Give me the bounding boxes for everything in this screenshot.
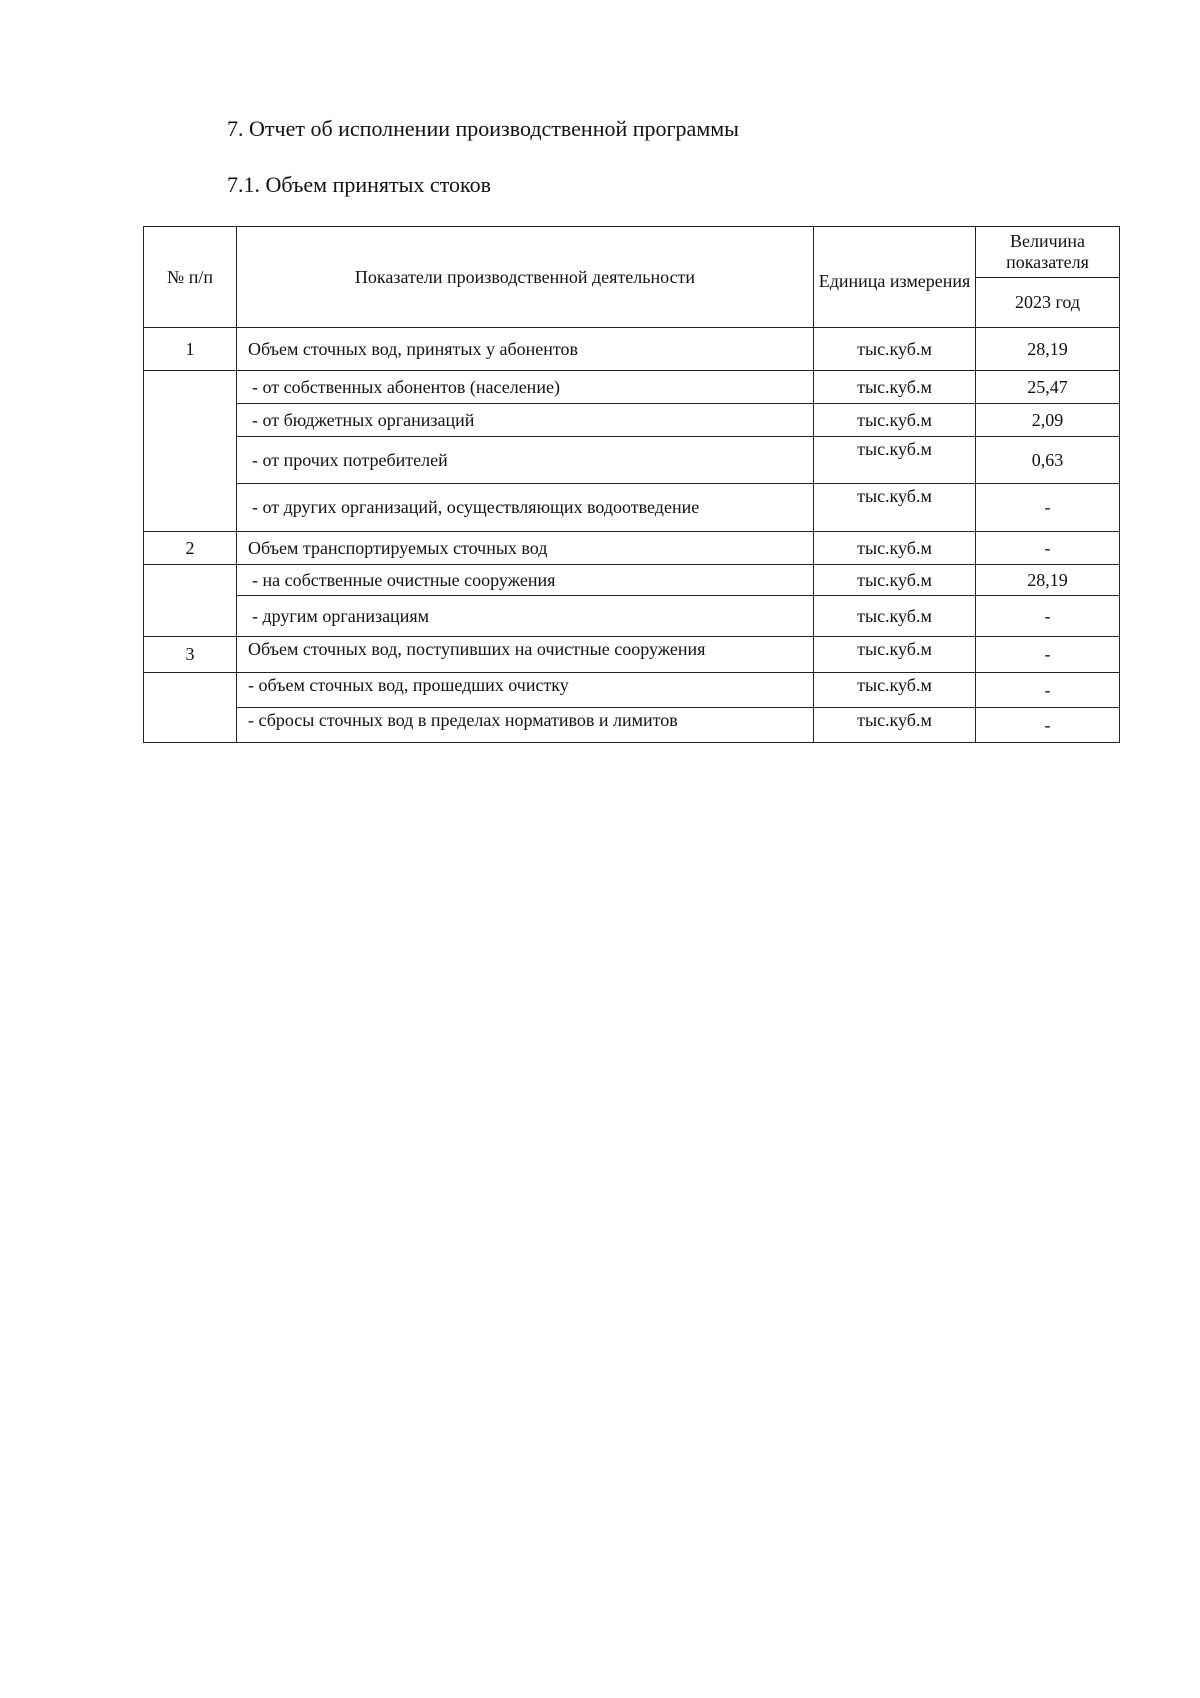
row-unit: тыс.куб.м [814, 637, 976, 673]
row-indicator-text: - на собственные очистные сооружения [252, 569, 556, 590]
row-unit: тыс.куб.м [814, 437, 976, 484]
row-unit: тыс.куб.м [814, 532, 976, 565]
row-unit: тыс.куб.м [814, 484, 976, 532]
row-indicator [237, 565, 814, 596]
row-number [144, 371, 237, 532]
table-row [144, 532, 1120, 565]
row-value: - [976, 532, 1120, 565]
row-indicator-text: - от других организаций, осуществляющих водоотведение [252, 497, 700, 517]
row-indicator-text: - другим организациям [252, 605, 429, 626]
row-value: 0,63 [976, 437, 1120, 484]
row-number: 1 [144, 328, 237, 371]
row-indicator [237, 484, 814, 532]
table-row [144, 371, 1120, 404]
table-row [144, 565, 1120, 596]
section-heading: 7. Отчет об исполнении производственной программы [227, 116, 739, 141]
table-row [144, 637, 1120, 673]
row-indicator-text: Объем сточных вод, поступивших на очистные сооружения [248, 639, 706, 659]
row-indicator-text: - от прочих потребителей [252, 449, 448, 470]
row-unit: тыс.куб.м [814, 708, 976, 743]
header-indicator: Показатели производственной деятельности [237, 227, 814, 328]
row-number [144, 673, 237, 743]
header-value-group: Величина показателя [976, 227, 1120, 278]
row-indicator [237, 532, 814, 565]
row-indicator [237, 708, 814, 743]
row-number [144, 565, 237, 637]
row-value: - [976, 484, 1120, 532]
row-indicator-text: - от собственных абонентов (население) [252, 376, 560, 397]
table-row [144, 328, 1120, 371]
row-value: - [976, 708, 1120, 743]
row-indicator [237, 404, 814, 437]
table-row [144, 673, 1120, 708]
row-value: - [976, 637, 1120, 673]
row-unit: тыс.куб.м [814, 328, 976, 371]
row-unit: тыс.куб.м [814, 371, 976, 404]
table-row [144, 484, 1120, 532]
row-number: 2 [144, 532, 237, 565]
row-indicator-text: Объем транспортируемых сточных вод [248, 537, 548, 558]
row-value: 28,19 [976, 565, 1120, 596]
sewage-volume-table [143, 226, 1120, 743]
row-indicator-text: Объем сточных вод, принятых у абонентов [248, 338, 579, 359]
row-number: 3 [144, 637, 237, 673]
row-unit: тыс.куб.м [814, 565, 976, 596]
table-row [144, 404, 1120, 437]
row-value: - [976, 596, 1120, 637]
row-value: 25,47 [976, 371, 1120, 404]
row-value: 28,19 [976, 328, 1120, 371]
row-indicator [237, 637, 814, 673]
header-number: № п/п [144, 227, 237, 328]
table-row [144, 596, 1120, 637]
row-indicator-text: - сбросы сточных вод в пределах нормативов и лимитов [248, 710, 678, 730]
row-indicator [237, 328, 814, 371]
table-row [144, 708, 1120, 743]
table-row [144, 437, 1120, 484]
row-unit: тыс.куб.м [814, 404, 976, 437]
row-indicator [237, 596, 814, 637]
row-indicator [237, 437, 814, 484]
header-year: 2023 год [976, 278, 1120, 328]
row-value: - [976, 673, 1120, 708]
subsection-heading: 7.1. Объем принятых стоков [227, 172, 491, 197]
row-indicator-text: - от бюджетных организаций [252, 409, 475, 430]
row-unit: тыс.куб.м [814, 673, 976, 708]
header-unit: Единица измерения [814, 227, 976, 328]
row-indicator [237, 371, 814, 404]
row-indicator-text: - объем сточных вод, прошедших очистку [248, 675, 569, 695]
row-indicator [237, 673, 814, 708]
row-value: 2,09 [976, 404, 1120, 437]
row-unit: тыс.куб.м [814, 596, 976, 637]
